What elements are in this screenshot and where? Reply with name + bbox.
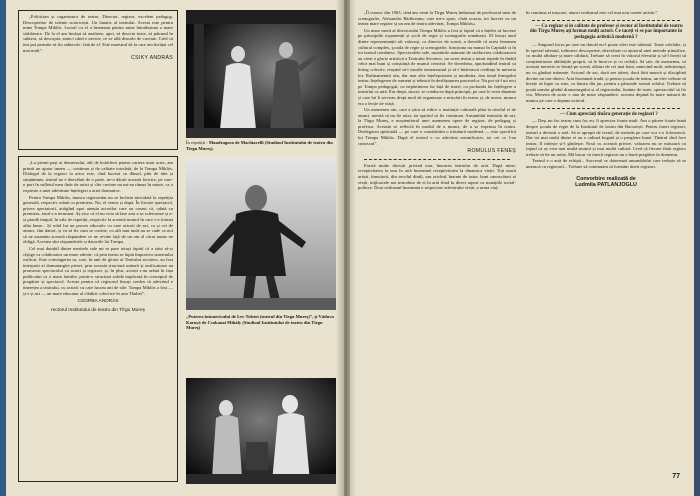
photo-tompa-portrait	[186, 158, 336, 310]
question-young-directors: — Cum apreciați tînăra generație de regizori ?	[560, 111, 658, 117]
photo-rehearsal-stage	[186, 10, 336, 138]
realism-paragraph: Există multe direcții privind nou, înnoirea teatrului de artă. După mine, receptivitatea la nou în artă înseamnă receptivitatea la dinamica vieții. Toți marii artiști, înnoitorii, din secolul dintîi, sau oricînd, înainte de toate, buni cunoscători ai vieții, mijloacele noi introduse de ei în artă fiind în direct raport cu mutațiile social-politice. Doar realismul înseamnă o respectare adevărului vieții, a urma viaț-	[358, 162, 516, 191]
quote-box-csorba	[18, 156, 178, 482]
signature-csiky: CSIKY ANDRÁS	[131, 55, 173, 62]
answer-young-directors-2: Teatrul e o artă de echipă... Succesul se datorează ansamblului care trebuie să se unească cu regizorul... Trebuie să continuăm să formăm tineri regizori.	[526, 158, 686, 170]
caption-tompa: „Puterea întunericului de Lev Tolstoi (teatrul din Tîrgu Mureș)”, și Văduva Karoyó de Csokonai Mihály (Studioul Institutului de teatru din Tîrgu Mureș)	[186, 314, 334, 331]
csorba-paragraph-2: Pentru Tompa Miklós, munca regizorului nu se încheia niciodată la repetiția generală, respectiv odată cu premiera. Nu, el venea și după. În fiecare spectacol, privea spectatorii, atrăgînd apoi atenția actorilor care au crezut că, odată cu premiera, totul s-a terminat. Aș zice că el nu voia să lase arta a se sclerozeze și a-și piardă timpul, în sala de repetiții, respectiv la această muncă în care s-a format atîta lume... Și rolul lui un proces educativ cu care actorii de azi, ca și cei de atunci, sînt datori, și va să fie cum se cuvine, cu atît mai mult nu se cade ca noi să ne asumăm această răspundere ce ne revine față de un om al cărui nume ne obligă. Acestea sînt răspunderile și datoriile lui Tompa.	[23, 194, 173, 245]
fenes-paragraph-3: Un asemenea om, care a știut să ridice o instituție culturală pînă la nivelul ei de atunci, merită să nu fie uitat, iar spiritul să fie continuat. Ansamblul teatrului de azi, la Tîrgu Mureș, e moștenitorul unei asemenea opere de regizor, de pedagog și profesor. Această se reflectă în modul de a munci, de a se exprima în teatru. Dezlegarea spirituală — pe care o considerăm o trăsătură modernă — este specifică lui Tompa Miklós. După el teatrul e cu adevărat semnificativ, tot cei ce l-au cunoscut”.	[358, 107, 516, 146]
interview-credit-label: Convorbire realizată de	[576, 175, 636, 182]
caption-rehearsal-bold: Mandragora de Machiavelli (Studioul Institutului de teatru din Tîrgu Mureș).	[186, 140, 333, 151]
signature-fenes: ROMULUS FENEȘ	[467, 148, 516, 155]
signature-csorba-title: rectorul Institutului de teatru din Tîrgu Mureș	[50, 307, 146, 313]
signature-csorba-name: CSORBA ANDRÁS	[77, 299, 119, 305]
question-divider-1	[532, 20, 680, 21]
quote-box-csiky	[18, 10, 178, 150]
question-divider-2	[532, 108, 680, 109]
section-divider	[364, 159, 510, 160]
photo-stage-scene	[186, 378, 336, 484]
fenes-paragraph-2: Un mare merit al directorului Tompa Miklós a fost și faptul că a înțeles să lucreze pe principiile exponenții și școli de regie și scenografie românești. El însuși unul dintre reprezentanții săi valoroși, ca director de scenă, a dovedit că acest fenomen cultural complex, școala de regie și scenografie, funcționa nu numai în Capitală ci în tot teatrul românesc. Spectacolele sale, montările animate de strălucirea colaboratorii au creat o glorie artistică a Teatrului Secuiesc, iar acest teatru a intrat repede în rîndul celor mai buni și conștiință de muncă creativă. Se dovedeau, aprofundînd teatrul ca întreg colectiv, reușind să-i insufle entuziasmul și să-i întărească credința în meseria lor. Rafinamentul său, dar mai ales înțelepciunea și modestia, dau tonul întregului teatru: înțelegerea de oameni și tehnică în desfășurarea proceselor. Nu pot să-l uit nici pe Tompa pedagogul, cu nepărtinirea lui față de tineri, cu profunda lui înțelegere a teatrului ca artă. Era drept, sincer, se conducea după principii, pe care le avea dinainte și care lui îi serveau drept mod de organizare a mișcării în teatru și, de aceea, munca era o lecție de viață.	[358, 27, 516, 106]
caption-rehearsal-plain: În repetiții :	[186, 140, 209, 145]
interview-credit-name: Ludmila PATLANJOGLU	[575, 182, 637, 189]
right-column-2	[526, 10, 686, 484]
csorba-paragraph-3: Cel mai durabil dintre meritele sale mi se pare totuși faptul că a știut să-și cîștige ca colaborator un mare adevăr: că prin teatru se luptă împotriva sistemului osificat. Este convingerea sa, care, în anii de glorie ai Teatrului secuiesc, au fost interpreți ai dramaturgiei piesei, prin această structură unitară și unificatoare au promovat spectacolul cu actori și regizori, și, în plus, actorii s-au arătat în fața publicului ca o mare familie, printr-o structură solidă implicată în conceptul de pregătire și spectacol. Acesta pentru că regizorul însuși credea că adevărul e tinerețea a teatrului, cu actorii cu care lucrau ani de zile. Tompa Miklós a fost — și e și azi — un mare educator al clădirii colective în arta Thaliei”.	[23, 245, 173, 296]
book-gutter	[336, 0, 356, 496]
right-page	[356, 8, 690, 486]
answer-young-directors-1: — Deși nu fac teatru cum fac eu, îi apreciez foarte mult. Am o părere foarte bună despre școala de regie de la Institutul de teatru din București. Pentru tineri regizori, teatrul a devenit o artă. Să te apropii de textul, de metoda pe care vor s-o folosească. Dar tot mai mulți dintre ei au o cultură bogată și o pregătire bună. Tînărul cînd face teatru, îl trăiește și-l gîndește. Noul cu această privire, valoarea nu se măsoară cu faptul că aș vrea mai multă muncă și mai multă cultură. Cred că fiecare tînăr regizor trebuie să fie un artist. Mă bucur că tinerii regizori au o bună pregătire în domeniu.	[526, 118, 686, 157]
right-column-1	[358, 10, 516, 482]
fenes-paragraph-1: „Îl cunosc din 1963, cînd am venit la Tîrgu Mureș îndrumat de profesorul meu de scenografie, Alexandru Rădăceanu, care mi-a spus: «Iată ocazia, tot lucrezi cu un teatru mare regizor și un om de teatru adevărat, Tompa Miklós».	[358, 10, 516, 27]
question-pedagogy: — Ca regizor și în calitate de profesor și rector al Institutului de teatru din Tîrgu Mureș ați format mulți actori. Ce taceți vi se par importante în pedagogia artistică modernă ?	[529, 23, 683, 41]
csorba-paragraph-1: „La primii pași ai demersului, atît de hotărîtori pentru cariera unui actor, am primit un ajutor imens — continuu și de calitate totodată, de la Tompa Miklós. Dialogul de la regizor la actor este, cînd lucrezi cu dînsul, plin de idei și simțăminte, teatrul ne e dezvăluit de o parte, ne-a dăruit această fericire, pe care-o port în sufletul meu tînăr de artist și cîte cuvinte nu mi-au rămas în minte, ca o expresie a unei adevărate înțelegeri a artei dramatice.	[23, 160, 173, 193]
left-page	[14, 8, 340, 486]
page-number: 77	[672, 473, 680, 480]
realism-continued: în continua ei mișcare, atunci realismul este cel mai nou curent artistic”.	[526, 10, 659, 15]
answer-pedagogy: — Singurul lucru pe care un dascăl nu-l poate oferi este talentul. Toate celelalte, și în special talentul, trebuiesc descoperite, dezvoltate cu ajutorul unei metode științifice, cu multă răbdare și mare căldură, Trebuie să crezi în viitorul elevului și să-l înveți să conștientizeze abilitățile proprii, să le încerce și cu ceilalți. Să știe, de asemenea, că această meserie se învață pe scenă, alături de cei mai buni, muncind mult, neîntrerupt, nu cu gînduri mărunte. Actorul de azi, dacă are talent, dacă fără muncă și disciplină devine un om-obiect. Arta înseamnă trudă, și pentru școala de teatru, un elev trebuie să învețe să lupte cu sine, cu lumea din jur, pentru a pătrunde sensul rolului. Trebuie să poată urmări gîndul dramaturgului și al regizorului, înainte de toate, spectacolul să fie viu. Meseria de actor e una de mare răspundere, acestea depind în mare măsură de munca pe care o depune actorul.	[526, 41, 686, 103]
quote-csiky-text: „Politician și organizator de teatru. Director, regizor, excelent pedagog. Descoperitor de talente actoricești. Un fanatic al teatrului. Acesta este pentru mine Tompa Miklós. Lucrul cu el a însemnat pentru mine întotdeauna o mare sărbătoare. De la el am învățat să analizez, apoi, să descriu texte, să pătrund în subtext, să descopăr, atunci când e nevoie, ce se află dincolo de cuvinte. Cred că imi pot permite să fiu subiectiv: fată de el. Este maestrul de la care am învățat cel mai mult”.	[23, 14, 173, 53]
caption-rehearsal	[186, 140, 336, 151]
